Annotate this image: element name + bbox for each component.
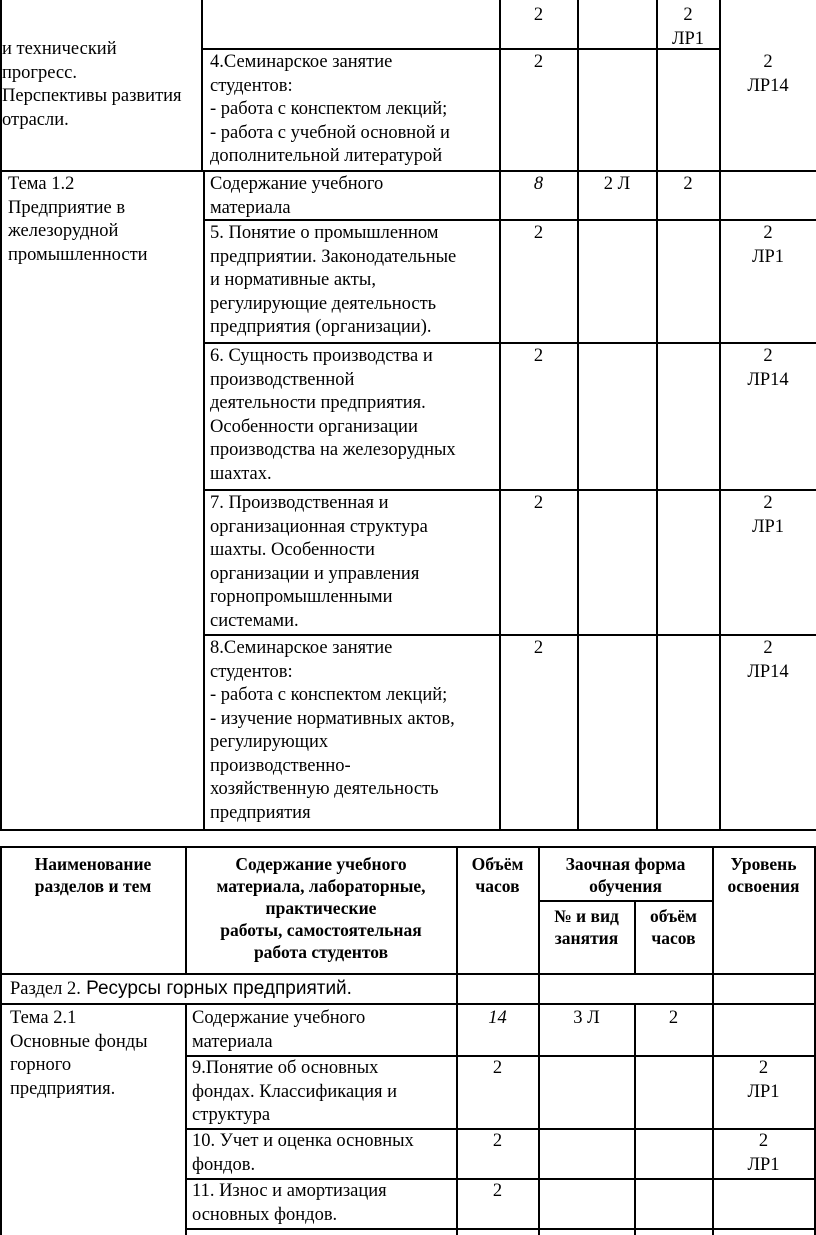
header-col-form: Заочная форма обучения: [565, 854, 686, 896]
table-row-hours: 2: [492, 1181, 503, 1201]
table2-row-line: [0, 973, 816, 975]
header-col-form-hours: объём часов: [650, 906, 697, 948]
table-row-level: 2 ЛР1: [751, 493, 785, 537]
table-row-text: 6. Сущность производства и производственной деятельности предприятия. Особенности организации производства на железорудных шахтах.: [210, 346, 456, 484]
topic-1-1-tail: и технический прогресс. Перспективы развития отрасли.: [2, 39, 182, 130]
table1-col-divider-5: [719, 0, 721, 830]
table-row-level: 2 ЛР14: [747, 638, 789, 682]
topic-2-1-name: Тема 2.1 Основные фонды горного предприятия.: [10, 1008, 148, 1099]
table-row-level: 2 ЛР1: [751, 223, 785, 267]
table2-col-divider-1b: [185, 1004, 187, 1235]
topic-2-1-form-hours: 2: [668, 1008, 679, 1028]
table1-border-bottom: [0, 829, 816, 831]
table-row-level: 2 ЛР1: [747, 1058, 780, 1102]
table-row-hours: 2: [533, 223, 544, 243]
top-row-form-hours: 2 ЛР1: [671, 5, 705, 49]
section-title: Раздел 2. Ресурсы горных предприятий.: [10, 978, 352, 999]
table1-col-divider-2: [499, 0, 501, 830]
table-row-text: 5. Понятие о промышленном предприятии. Законодательные и нормативные акты, регулирующие деятельность предприятия (организации).: [210, 223, 457, 337]
table-row-hours: 2: [533, 346, 544, 366]
topic-1-2-content-label: Содержание учебного материала: [210, 174, 384, 218]
top-row-hours: 2: [533, 5, 544, 25]
table-row-text: 8.Семинарское занятие студентов: - работа с конспектом лекций; - изучение нормативных актов, регулирующих производственно- хозяйственную деятельность предприятия: [210, 638, 455, 823]
header-col-content: Содержание учебного материала, лабораторные, практические работы, самостоятельная работа студентов: [216, 854, 426, 962]
header-col-name: Наименование разделов и тем: [34, 854, 152, 896]
table2-row-line: [185, 1228, 816, 1230]
table2-row-line: [538, 900, 712, 902]
topic-2-1-lesson: 3 Л: [573, 1008, 600, 1028]
header-col-lesson: № и вид занятия: [554, 906, 619, 948]
table1-row-line: [201, 48, 719, 50]
table1-row-line: [203, 489, 816, 491]
table2-border-right: [814, 846, 816, 1235]
table1-row-line: [203, 634, 816, 636]
table1-col-divider-3: [577, 0, 579, 830]
table-row-hours: 2: [492, 1058, 503, 1078]
table-row-hours: 2: [492, 1131, 503, 1151]
topic-1-2-name: Тема 1.2 Предприятие в железорудной промышленности: [8, 174, 148, 265]
table-row-text: 10. Учет и оценка основных фондов.: [192, 1131, 414, 1175]
topic-1-2-lesson: 2 Л: [603, 174, 631, 194]
topic-1-2-hours: 8: [533, 174, 544, 194]
header-col-hours: Объём часов: [471, 854, 524, 896]
table-row-level: 2 ЛР1: [747, 1131, 780, 1175]
table2-border-top: [0, 846, 816, 848]
table2-border-left: [0, 846, 2, 1235]
table1-col-divider-1: [201, 0, 203, 170]
table2-row-line: [0, 1003, 816, 1005]
table-row-level: 2 ЛР14: [747, 346, 789, 390]
table2-col-divider-4b: [634, 1004, 636, 1235]
table-row-hours: 2: [533, 493, 544, 513]
table-row-hours: 2: [533, 638, 544, 658]
topic-2-1-content-label: Содержание учебного материала: [192, 1008, 366, 1052]
topic-2-1-hours: 14: [488, 1008, 507, 1028]
seminar-4-hours: 2: [533, 52, 544, 72]
header-col-level: Уровень освоения: [727, 854, 800, 896]
topic-1-2-form-hours: 2: [683, 174, 693, 194]
table1-col-divider-1b: [203, 170, 205, 830]
table1-row-line: [0, 170, 816, 172]
seminar-4-level: 2 ЛР14: [747, 52, 789, 96]
seminar-4-text: 4.Семинарское занятие студентов: - работа с конспектом лекций; - работа с учебной основной и дополнительной литературой: [210, 52, 450, 166]
table1-row-line: [203, 342, 816, 344]
table1-col-divider-4: [656, 0, 658, 830]
table-row-text: 11. Износ и амортизация основных фондов.: [192, 1181, 387, 1225]
table-row-text: 7. Производственная и организационная структура шахты. Особенности организации и управления горнопромышленными системами.: [210, 493, 428, 631]
table-row-text: 9.Понятие об основных фондах. Классификация и структура: [192, 1058, 398, 1125]
